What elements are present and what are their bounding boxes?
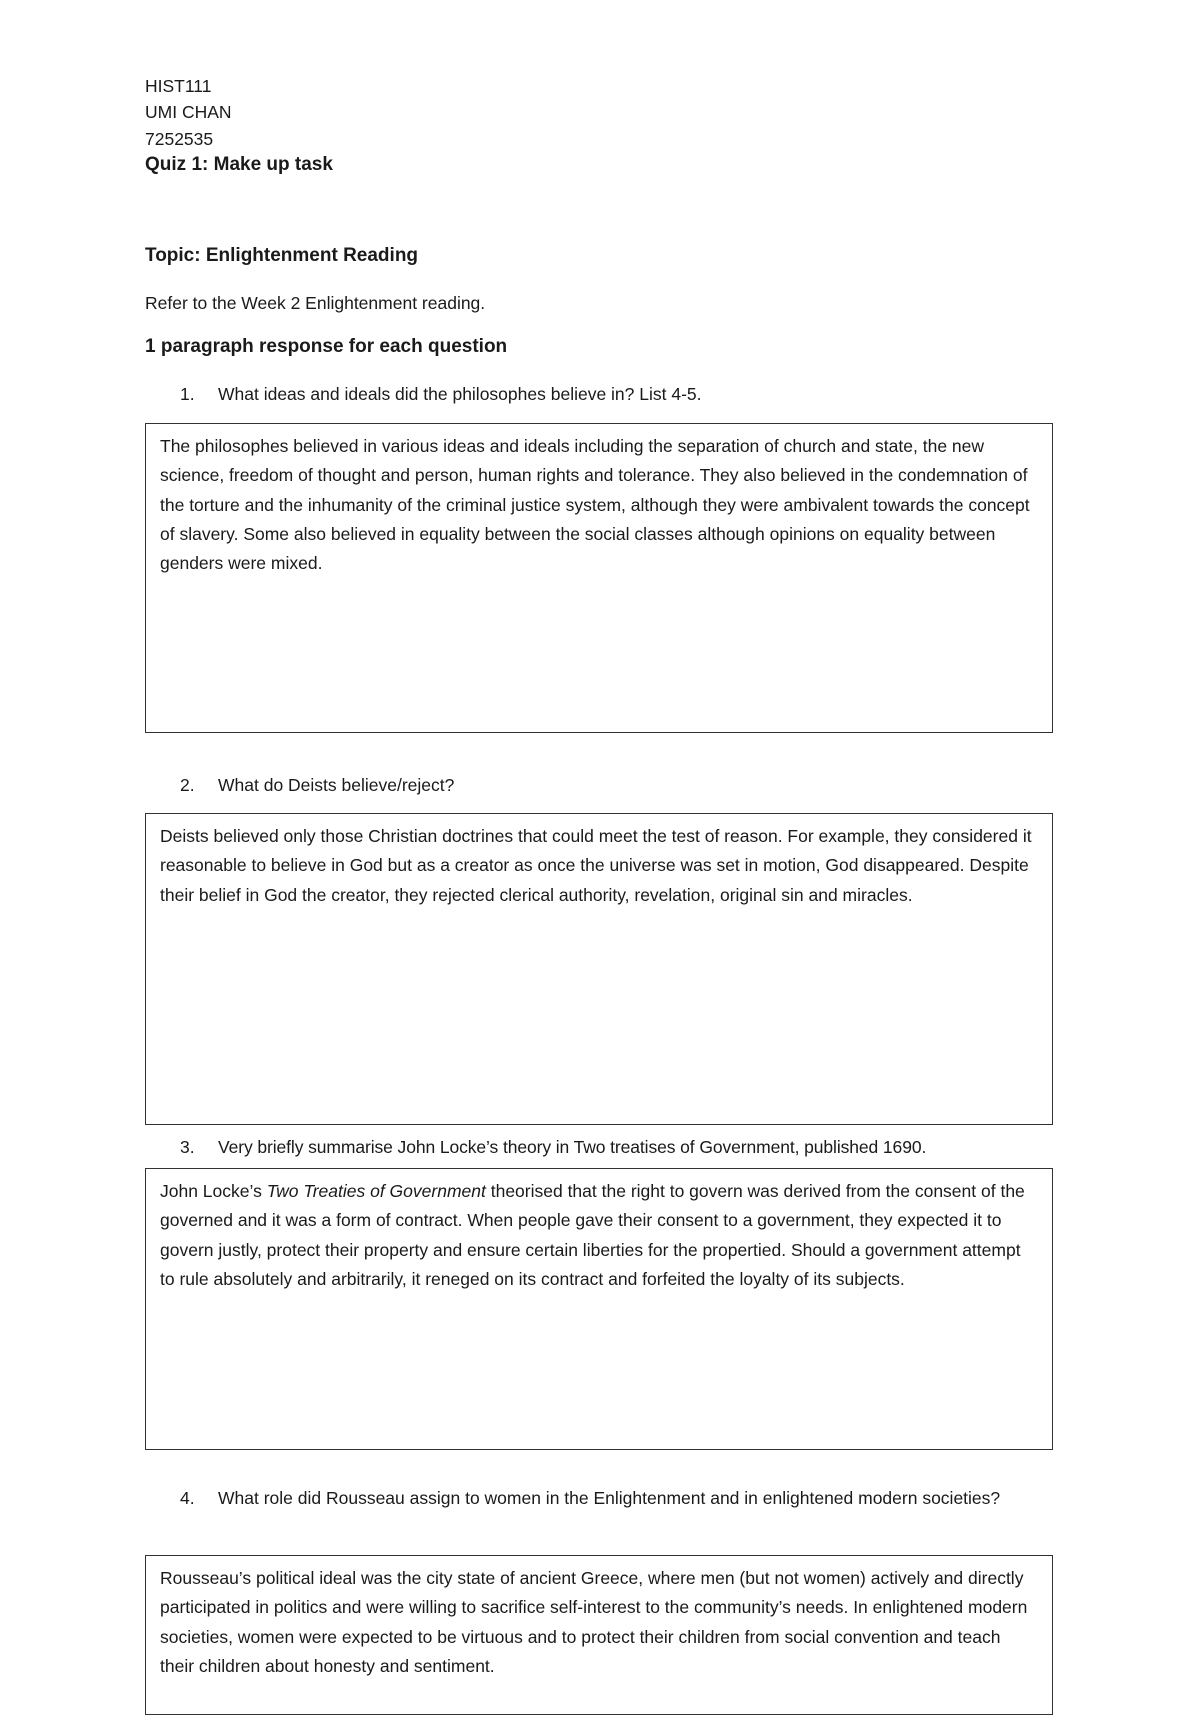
answer-text-start: John Locke’s <box>160 1181 267 1201</box>
answer-box-4[interactable] <box>145 1555 1053 1715</box>
answer-text: Deists believed only those Christian doctrines that could meet the test of reason. For example, they considered it reasonable to believe in God but as a creator as once the universe was set in motion, God disappeared. Despite their belief in God the creator, they rejected clerical authority, revelation, original sin and miracles. <box>160 826 1032 905</box>
answer-text-end: theorised that the right to govern was derived from the consent of the governed and it was a form of contract. When people gave their consent to a government, they expected it to govern justly, protect their property and ensure certain liberties for the propertied. Should a government attempt to rule absolutely and arbitrarily, it reneged on its contract and forfeited the loyalty of its subjects. <box>160 1181 1025 1289</box>
question-3 <box>180 1133 1080 1162</box>
question-2 <box>180 771 1060 800</box>
question-number: 4. <box>180 1488 195 1508</box>
question-number: 3. <box>180 1137 195 1157</box>
student-id: 7252535 <box>145 129 214 149</box>
question-1 <box>180 380 1060 409</box>
answer-box-2[interactable] <box>145 813 1053 1125</box>
answer-text: Rousseau’s political ideal was the city state of ancient Greece, where men (but not women) actively and directly participated in politics and were willing to sacrifice self-interest to the community’s needs. In enlightened modern societies, women were expected to be virtuous and to protect their children from social convention and teach their children about honesty and sentiment. <box>160 1568 1028 1676</box>
student-name: UMI CHAN <box>145 102 232 122</box>
document-title: Quiz 1: Make up task <box>145 154 333 175</box>
answer-text <box>160 1177 1038 1294</box>
question-4 <box>180 1484 1060 1513</box>
answer-box-3[interactable] <box>145 1168 1053 1450</box>
question-text: What ideas and ideals did the philosophes believe in? List 4-5. <box>218 384 702 404</box>
answer-box-1[interactable] <box>145 423 1053 733</box>
answer-text: The philosophes believed in various ideas and ideals including the separation of church and state, the new science, freedom of thought and person, human rights and tolerance. They also believed in the condemnation of the torture and the inhumanity of the criminal justice system, although they were ambivalent towards the concept of slavery. Some also believed in equality between the social classes although opinions on equality between genders were mixed. <box>160 436 1030 574</box>
question-number: 1. <box>180 384 195 404</box>
topic-heading: Topic: Enlightenment Reading <box>145 245 419 266</box>
response-note: 1 paragraph response for each question <box>145 336 508 357</box>
instruction-text: Refer to the Week 2 Enlightenment reading. <box>145 293 486 313</box>
question-text: Very briefly summarise John Locke’s theory in Two treatises of Government, published 1690. <box>218 1137 927 1157</box>
question-text: What role did Rousseau assign to women in the Enlightenment and in enlightened modern societies? <box>218 1488 1001 1508</box>
course-code: HIST111 <box>145 76 212 96</box>
question-text: What do Deists believe/reject? <box>218 775 455 795</box>
question-number: 2. <box>180 775 195 795</box>
book-title: Two Treaties of Government <box>266 1181 486 1201</box>
